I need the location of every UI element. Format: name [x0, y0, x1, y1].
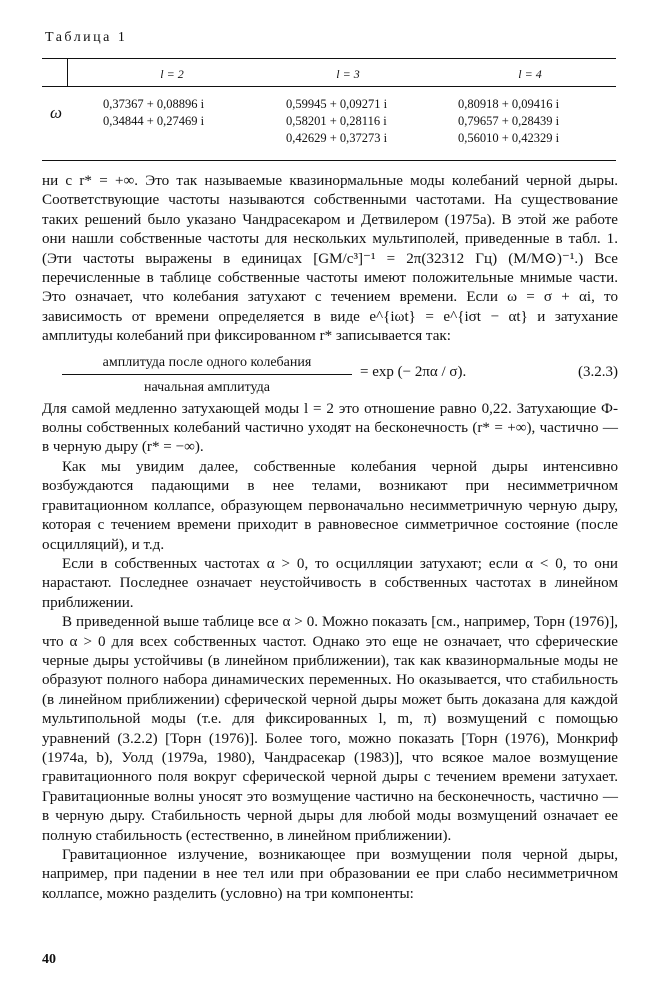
table-cell: 0,80918 + 0,09416 i: [458, 97, 560, 111]
equation-3-2-3: [42, 353, 618, 397]
table-header-l3: l = 3: [336, 67, 360, 81]
equation-rhs: = exp (− 2πα / σ).: [360, 363, 467, 380]
table-bottom-rule: [42, 160, 616, 161]
body-text: [42, 172, 618, 904]
paragraph: Как мы увидим далее, собственные колебания черной дыры интенсивно возбуждаются падающими в нее телами, возникают при несимметричном гравитационном коллапсе, образующем первоначально несимметричную черную дыру, которая с течением времени приходит в равновесное симметричное состояние (после осцилляций), и т.д.: [42, 458, 618, 553]
table-column-l4: [458, 96, 559, 147]
table-header-l2: l = 2: [160, 67, 184, 81]
equation-denominator: начальная амплитуда: [144, 380, 270, 396]
table-cell: 0,79657 + 0,28439 i: [458, 114, 560, 128]
equation-number: (3.2.3): [578, 363, 618, 380]
table-cell: 0,56010 + 0,42329 i: [458, 131, 560, 145]
paragraph: Для самой медленно затухающей моды l = 2 это отношение равно 0,22. Затухающие Ф-волны собственных колебаний частично уходят на бесконечность (r* = +∞), частично — в черную дыру (r* = −∞).: [42, 400, 618, 456]
table-cell: 0,58201 + 0,28116 i: [286, 114, 387, 128]
equation-numerator: амплитуда после одного колебания: [62, 353, 352, 375]
table-header-l4: l = 4: [518, 67, 542, 81]
table-cell: 0,34844 + 0,27469 i: [103, 114, 205, 128]
table-row-label: ω: [50, 103, 63, 122]
table-cell: 0,37367 + 0,08896 i: [103, 97, 205, 111]
table-cell: 0,42629 + 0,37273 i: [286, 131, 388, 145]
page-number: 40: [42, 952, 56, 967]
paragraph: ни с r* = +∞. Это так называемые квазинормальные моды колебаний черной дыры. Соответствующие частоты называются собственными частотами. На существование таких решений было указано Чандрасекаром и Детвилером (1975a). В этой же работе они нашли собственные частоты для нескольких мультиполей, приведенные в табл. 1. (Эти частоты выражены в единицах [GM/c³]⁻¹ = 2π(32312 Гц) (M/M⊙)⁻¹.) Все перечисленные в таблице собственные частоты имеют положительные мнимые части. Это означает, что колебания затухают с течением времени. Если ω = σ + αi, то зависимость от времени определяется в виде e^{iωt} = e^{iσt − αt} и затухание амплитуды колебаний при фиксированном r* записывается так:: [42, 173, 618, 345]
equation-fraction: [62, 353, 352, 398]
paragraph: Если в собственных частотах α > 0, то осцилляции затухают; если α < 0, то они нарастают. Последнее означает неустойчивость в собственных частотах в линейном приближении.: [42, 555, 618, 611]
table-column-divider: [67, 58, 68, 86]
table-column-l3: [286, 96, 387, 147]
table-column-l2: [103, 96, 204, 130]
table-header-rule: [42, 86, 616, 87]
paragraph: В приведенной выше таблице все α > 0. Можно показать [см., например, Торн (1976)], что α > 0 для всех собственных частот. Однако это еще не означает, что сферические черные дыры устойчивы (в линейном приближении), так как квазинормальные моды не образуют полного набора динамических переменных. Но оказывается, что стабильность (в линейном приближении) сферической черной дыры может быть доказана для каждой мультипольной моды (т.е. для фиксированных l, m, π) возмущений с помощью уравнений (3.2.2) [Торн (1976)]. Более того, можно показать [Торн (1976), Монкриф (1974a, b), Уолд (1979a, 1980), Чандрасекар (1983)], что всякое малое возмущение гравитационного поля вокруг сферической черной дыры с течением времени затухает. Гравитационные волны уносят это возмущение частично на бесконечность, частично — в черную дыру. Стабильность черной дыры для любой моды возмущений означает ее полную стабильность (естественно, в линейном приближении).: [42, 614, 618, 844]
table-top-rule: [42, 58, 616, 59]
table-cell: 0,59945 + 0,09271 i: [286, 97, 388, 111]
table-caption: Таблица 1: [45, 30, 128, 45]
paragraph: Гравитационное излучение, возникающее при возмущении поля черной дыры, например, при падении в нее тел или при образовании ее при слабо несимметричном коллапсе, можно разделить (условно) на три компоненты:: [42, 847, 618, 902]
